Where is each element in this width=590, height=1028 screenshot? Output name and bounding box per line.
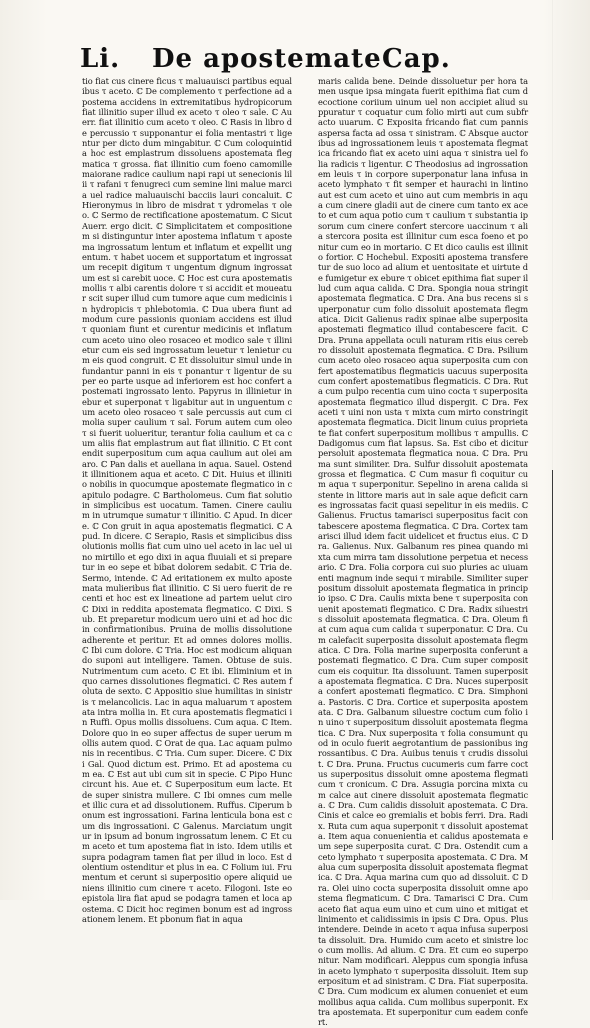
- folio-number: Li.: [80, 44, 121, 74]
- column-left-text: tio fiat cus cinere ficus τ maluauisci partibus equalibus τ aceto. ℂ De complemento τ perfectione ad apostema accidens in extremitatibus hydropicorum fiat illinitio super illud ex aceto τ oleo τ sale. ℂ Auerr. fiat illinitio cum aceto τ oleo. ℂ Rasis in libro de percussio τ supponantur ei folia mentastri τ ligentur per dicto dum mingabitur. ℂ Cum coloquintida hoc est emplastrum dissoluens apostemata flegmatica τ grossa. fiat illinitio cum foeno camomille maiorane radice caulium napi rapi ut senecionis lilii τ rafani τ fenugreci cum semine lini malue marcia uel radice maluauischi bacciis lauri concaluit. ℂ Hieronymus in libro de misdrat τ ydromelas τ oleo. ℂ Sermo de rectificatione apostematum. ℂ Sicut Auerr. ergo dicit. ℂ Simplicitatem et compositionem si distinguntur inter apostema inflatum τ apostema ingrossatum lentum et inflatum et expellit ungentum. τ habet uocem et supportatum et ingrossatum recepit digitum τ ungentum dignum ingrossatum est si carebit uoce. ℂ Hoc est cura apostematis mollis τ albi carentis dolore τ si accidit et moueatur scit super illud cum tumore aque cum medicinis in hydropicis τ phlebotomia. ℂ Dua ubera fiunt ad modum cure passionis quoniam accidens est illud τ quoniam fiunt et curentur medicinis et inflatum cum aceto uino oleo rosaceo et modico sale τ illinietur cum eis sed ingrossatum leuetur τ lenietur cum eis quod congruit. ℂ Et dissoluitur simul unde infundantur panni in eis τ ponantur τ ligentur de super eo parte usque ad inferiorem est hoc confert apostemati ingrossato lento. Papyrus in illinietur in ebur et superponat τ ligabitur aut in unguentum cum aceto oleo rosaceo τ sale percussis aut cum cimolia super caulium τ sal. Forum autem cum oleo τ si fuerit uolueritur, terantur folia caulium et ca cum aliis fiat emplastrum aut fiat illinitio. ℂ Et contendit superpositum cum aqua caulium aut olei amaro. ℂ Pan dalis et auellana in aqua. Sauel. Ostendit illinitionem aqua et aceto. ℂ Dit. Huius et illinitio nobilis in quocumque apostemate flegmatico in capitulo podagre. ℂ Bartholomeus. Cum fiat solutio in simplicibus est uocatum. Tamen. Cinere caulium in utrumque sumatur τ illinitio. ℂ Apud. In dicere. ℂ Con gruit in aqua apostematis flegmatici. ℂ Apud. In dicere. ℂ Serapio, Rasis et simplicibus dissolutionis mollis fiat cum uino uel aceto in lac uel uino mirtillo et ego dixi in aqua fluuiali et si preparetur in eo sepe et bibat dolorem sedabit. ℂ Tria de. Sermo, intende. ℂ Ad eritationem ex multo apostemata mulieribus fiat illinitio. ℂ Si uero fuerit de recenti et hoc est ex lineatione ad partem uelut ciro ℂ Dixi in reddita apostemata flegmatico. ℂ Dixi. Sub. Et preparetur modicum uero uini et ad hoc dic in confirmationibus. Pruina de mollis dissolutione adherente et peritur. Et ad omnes dolores mollis. ℂ Ibi cum dolore. ℂ Tria. Hoc est modicum aliquando suponi aut intelligere. Tamen. Obtuse de suis. Nutrimentum cum aceto. ℂ Et ibi. Eliminium et in quo carnes dissolutiones flegmatici. ℂ Res autem foluta de sexto. ℂ Appositio siue humilitas in sinistris τ melancolicis. Lac in aqua maluarum τ apostemata intra mollia in. Et cura apostematis flegmatici in Ruffi. Opus mollis dissoluens. Cum aqua. ℂ Item. Dolore quo in eo super affectus de super uerum mollis autem quod. ℂ Orat de qua. Lac aquam pulmonis in recentibus. ℂ Tria. Cum super. Dicere. ℂ Dixi Gal. Quod dictum est. Primo. Et ad apostema cum ea. ℂ Est aut ubi cum sit in specie. ℂ Pipo Hunc circunt his. Aue et. ℂ Superpositum eum lacte. Et de super sinistra mullere. ℂ Ibi omnes cum melle et illic cura et ad dissolutionem. Ruffus. Ciperum bonum est ingrossationi. Farina lenticula bona est cum dis ingrossationi. ℂ Galenus. Marciatum ungitur in ipsum ad bonum ingrossatum lenem. ℂ Et cum aceto et tum apostema fiat in isto. Idem utilis et supra podagram tamen fiat per illud in loco. Est dolentium ostenditur et plus in ea. ℂ Folium iui. Frumentum et cerunt si superpositio opere aliquid ueniens illinitio cum cinere τ aceto. Filogoni. Iste eo epistola lira fiat apud se podagra tamen et loca apostema. ℂ Dicit hoc regimen bonum est ad ingrossationem lenem. Et pbonum fiat in aqua: [82, 76, 292, 924]
- text-column-right: [318, 76, 528, 1028]
- page-fold-line: [552, 470, 553, 840]
- chapter-label: Cap.: [382, 44, 451, 74]
- text-column-left: [82, 76, 292, 924]
- column-right-text: maris calida bene. Deinde dissoluetur per hora tamen usque ipsa mingata fuerit epithima fiat cum decoctione coriium uinum uel non accipiet aliud suppuratur τ coquatur cum folio mirti aut cum subfracto uuarum. ℂ Exposita fricando fiat cum pannis aspersa facta ad ossa τ sinistram. ℂ Absque auctoribus ad ingrossationem leuis τ apostemata flegmatica fricando fiat ex aceto uini aqua τ sinistra uel folia radicis τ ligentur. ℂ Theodosius ad ingrossationem leuis τ in corpore superponatur lana infusa in aceto lymphato τ fit semper et haurachi in lintino aut est cum aceto et uino aut cum membris in aqua cum cinere gladii aut de cinere cum tanto ex aceto et cum aqua potio cum τ caulium τ substantia ipsorum cum cinere confert stercore uaccinum τ alia stercora posita est illinitur cum esca foeno et ponitur cum eo in mortario. ℂ Et dico caulis est illinito fortior. ℂ Hochebul. Expositi apostema transferetur de suo loco ad alium et uentositate et uirtute de fumigetur ex ebure τ obicet epithima fiat super illud cum aqua calida. ℂ Dra. Spongia noua stringit apostemata flegmatica. ℂ Dra. Ana bus recens si superponatur cum folio dissoluit apostemata flegmatica. Dicit Galienus radix spinae albe superposita apostemati flegmatico illud contabescere facit. ℂ Dra. Pruna appellata oculi naturam ritis eius cerebro dissoluit apostemata flegmatica. ℂ Dra. Psilium cum aceto oleo rosaceo aqua superposita cum confert apostematibus flegmaticis uacuus superposita cum confert apostematibus flegmaticis. ℂ Dra. Ruta cum pulpo recentia cum uino cocta τ superposita apostemata flegmatico illud dispergit. ℂ Dra. Fex aceti τ uini non usta τ mixta cum mirto constringit apostemata flegmatica. Dicit linum cuius proprietate fiat confert superpositum mollibus τ ampullis. ℂ Dadigomus cum fiat lapsus. Sa. Est cibo et dicitur persoluit apostemata flegmatica noua. ℂ Dra. Pruma sunt similiter. Dra. Sulfur dissoluit apostemata grossa et flegmatica. ℂ Cum masur fi coquitur cum aqua τ superponitur. Sepelino in arena calida sistente in littore maris aut in sale aque deficit carnes ingrossatas facit quasi sepelitur in eis mediis. ℂ Galienus. Fructus tamarisci superpositus facit contabescere apostema flegmatica. ℂ Dra. Cortex tamarisci illud idem facit uidelicet et fructus eius. ℂ Dra. Galienus. Nux. Galbanum res pinea quando mixta cum mirra tam dissolutione perpetua et necessario. ℂ Dra. Folia corpora cui suo pluries ac uiuamenti magnum inde sequi τ mirabile. Similiter superpositum dissoluit apostemata flegmatica in principio ipso. ℂ Dra. Caulis mixta bene τ superposita conuenit apostemati flegmatico. ℂ Dra. Radix siluestris dissoluit apostemata flegmatica. ℂ Dra. Oleum fiat cum aqua cum calida τ superponatur. ℂ Dra. Cum calefacit superposita dissoluit apostemata flegmatica. ℂ Dra. Folia marine superposita conferunt apostemati flegmatico. ℂ Dra. Cum super composit cum eis coquitur. Ita dissoluunt. Tamen superposita apostemata flegmatica. ℂ Dra. Nuces superposita confert apostemati flegmatico. ℂ Dra. Simphonia. Pastoris. ℂ Dra. Cortice et superposita apostemata. ℂ Dra. Galbanum siluestre coctum cum folio in uino τ superpositum dissoluit apostemata flegmatica. ℂ Dra. Nux superposita τ folia consumunt quod in oculo fuerit aegrotantium de passionibus ingrossantibus. ℂ Dra. Auibus tenuis τ crudis dissoluit. ℂ Dra. Pruna. Fructus cucumeris cum farre coctus superpositus dissoluit omne apostema flegmaticum τ cronicum. ℂ Dra. Assugia porcina mixta cum calce aut cinere dissoluit apostemata flegmatica. ℂ Dra. Cum calidis dissoluit apostemata. ℂ Dra. Cinis et calce eo gremialis et bobis ferri. Dra. Radix. Ruta cum aqua superponit τ dissoluit apostemata. Item aqua conuenientia et calidus apostemata eum sepe superposita curat. ℂ Dra. Ostendit cum aceto lymphato τ superposita apostemata. ℂ Dra. Malua cum superposita dissoluit apostemata flegmatica. ℂ Dra. Aqua marina cum quo ad dissoluit. ℂ Dra. Olei uino cocta superposita dissoluit omne apostema flegmaticum. ℂ Dra. Tamarisci ℂ Dra. Cum aceto fiat aqua eum uino et cum uino et mitigat et linimento et calidissimis in ipsis ℂ Dra. Opus. Plus intendere. Deinde in aceto τ aqua infusa superposita dissoluit. Dra. Humido cum aceto et sinistre loco cum mollis. Ad alium. ℂ Dra. Et cum eo superponitur. Nam modificari. Aleppus cum spongia infusa in aceto lymphato τ superposita dissoluit. Item superpositum et ad sinistram. ℂ Dra. Fiat superposita. ℂ Dra. Cum modicum ex alumen conueniet et eum mollibus aqua calida. Cum mollibus superponit. Extra apostemata. Et superponitur cum eadem confert.: [318, 76, 528, 1028]
- running-title: De apostemate: [152, 44, 382, 74]
